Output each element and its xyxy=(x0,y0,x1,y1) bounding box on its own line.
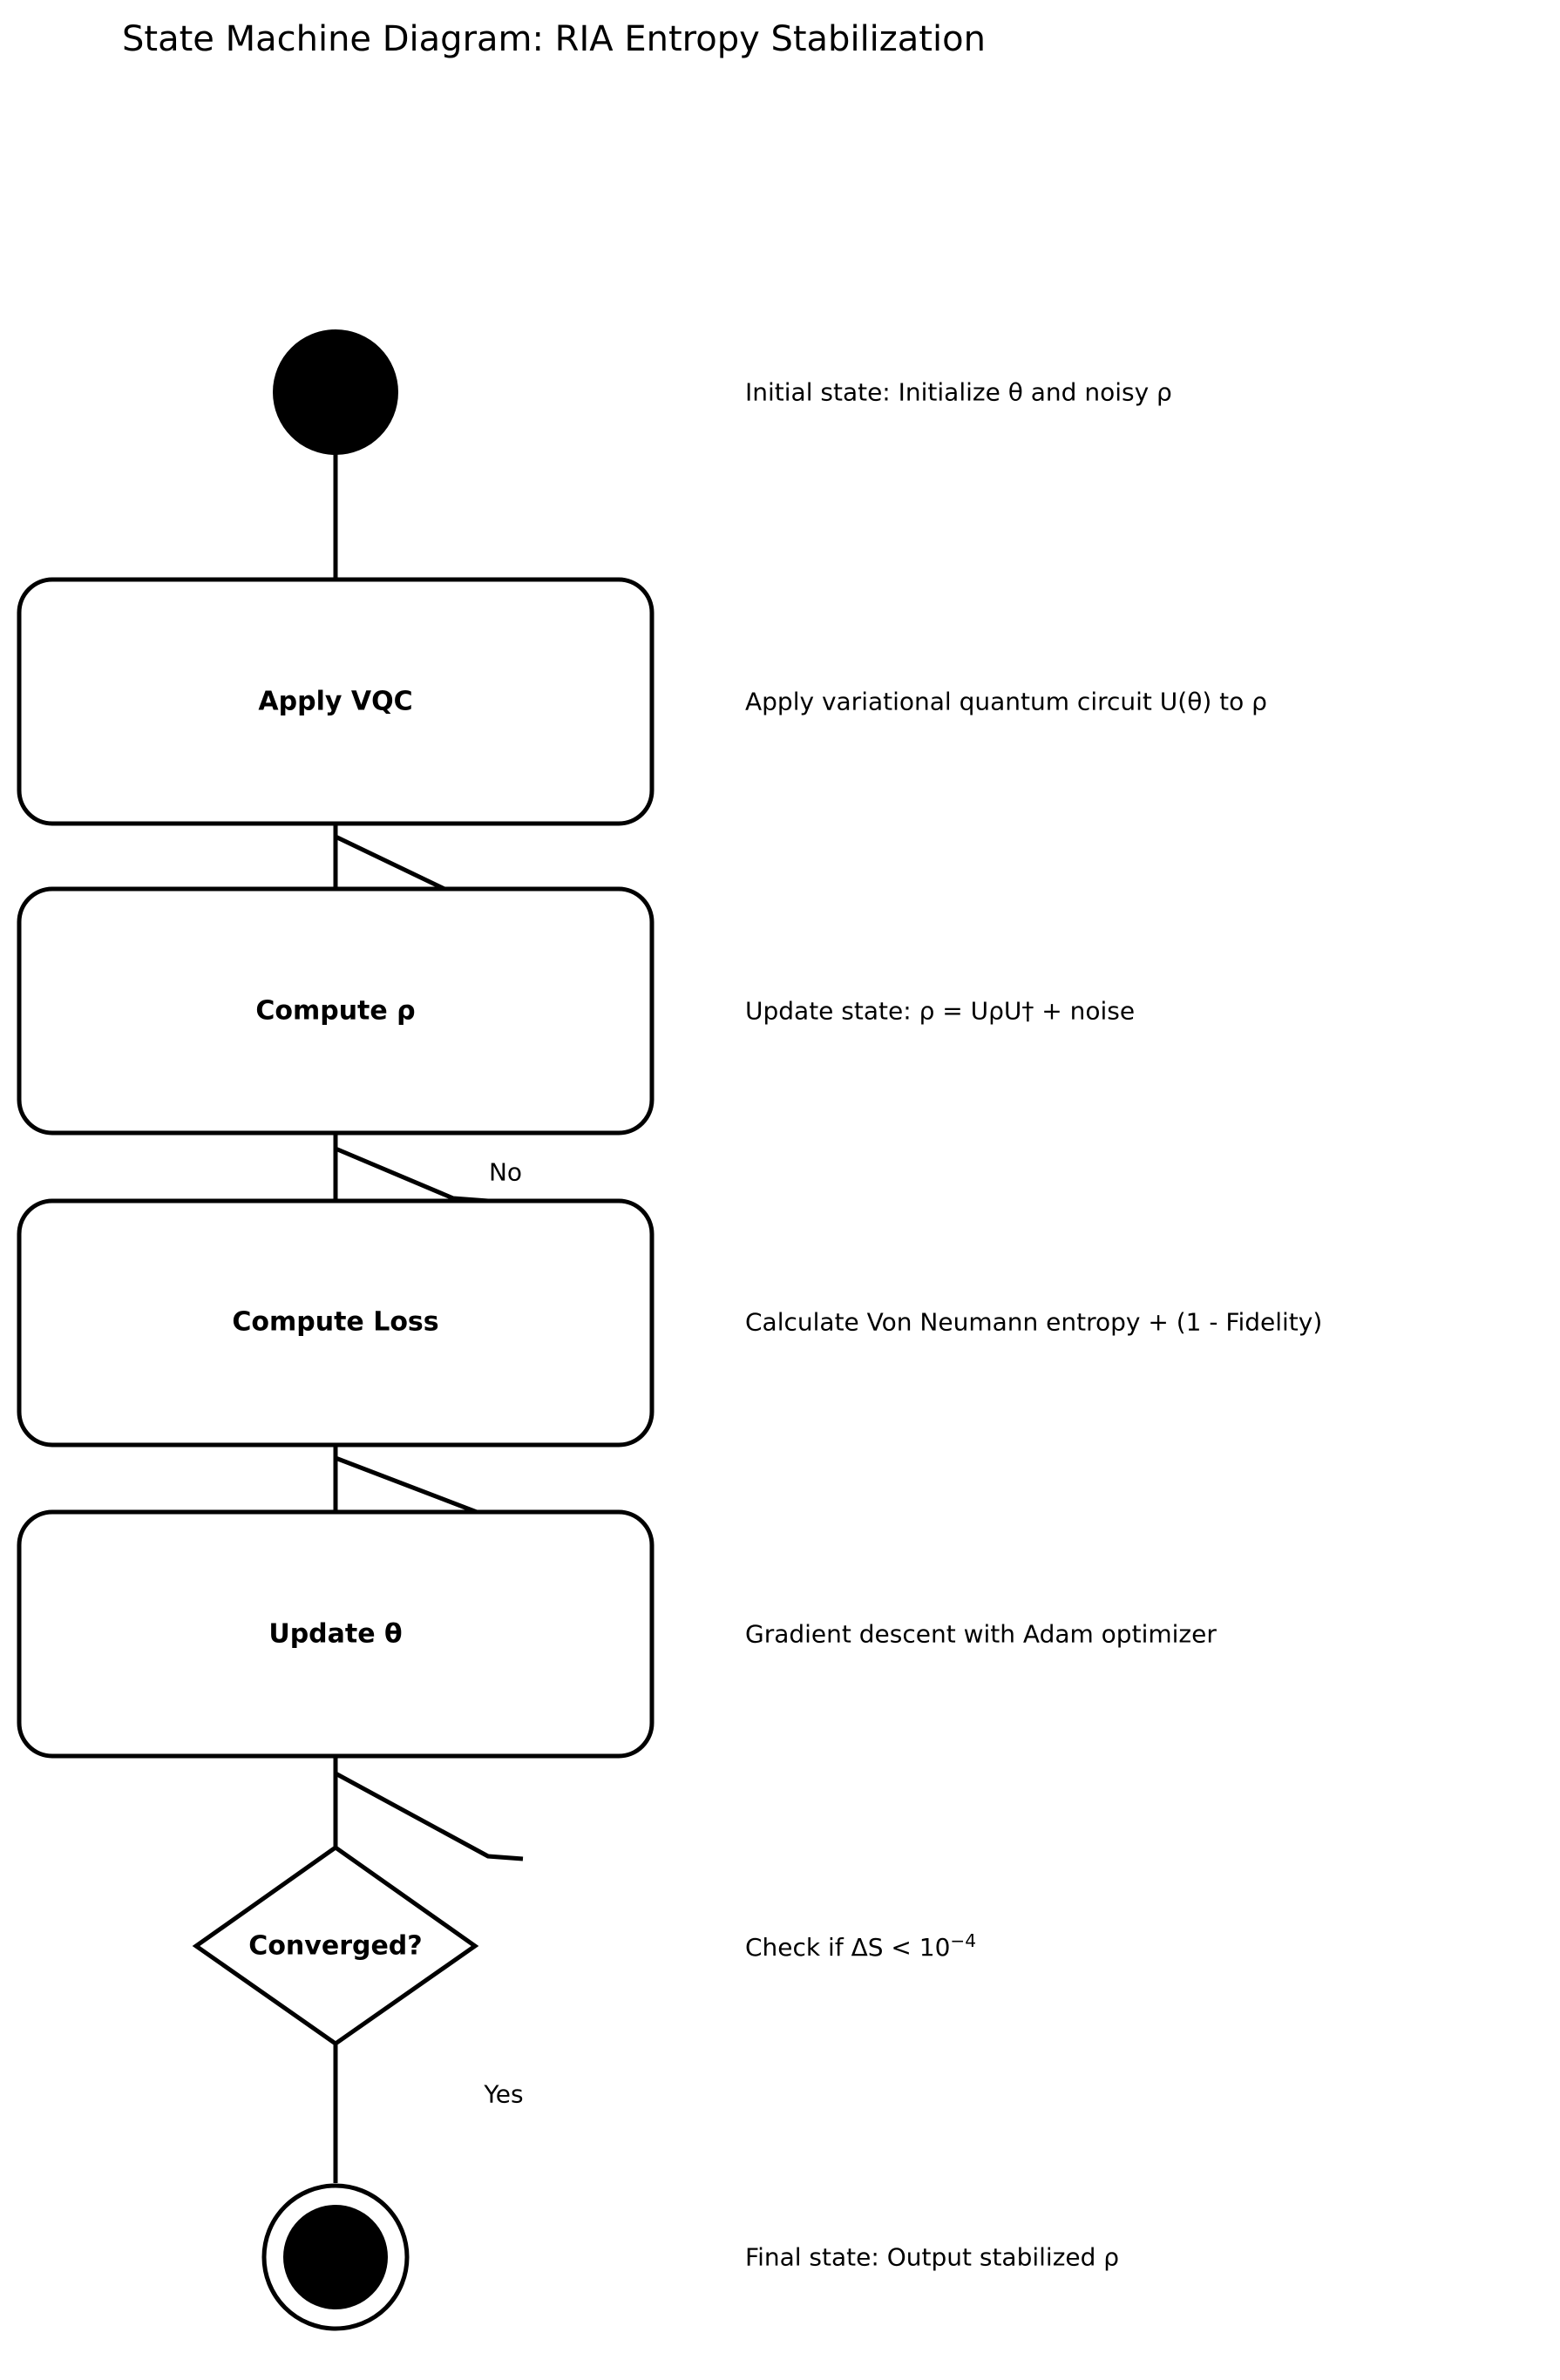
transition-compute-rho-to-compute-loss xyxy=(336,1133,488,1201)
annotation-apply-vqc: Apply variational quantum circuit U(θ) to ρ xyxy=(745,687,1267,716)
edge-label-no: No xyxy=(488,1157,523,1187)
annotation-converged-text: Check if ΔS < 10 xyxy=(745,1933,951,1963)
state-label-apply-vqc: Apply VQC xyxy=(258,686,413,717)
state-label-compute-loss: Compute Loss xyxy=(232,1306,439,1338)
state-label-update-theta: Update θ xyxy=(268,1618,403,1650)
final-state-inner-dot xyxy=(283,2205,388,2309)
annotation-initial-state: Initial state: Initialize θ and noisy ρ xyxy=(745,377,1172,407)
state-final[interactable] xyxy=(264,2186,407,2329)
state-label-compute-rho: Compute ρ xyxy=(255,995,416,1027)
transition-apply-vqc-to-compute-rho xyxy=(336,824,475,889)
diagram-title: State Machine Diagram: RIA Entropy Stabilization xyxy=(122,19,986,59)
state-initial[interactable] xyxy=(273,329,398,455)
annotation-converged xyxy=(745,1930,976,1962)
transition-compute-loss-to-update-theta xyxy=(336,1444,527,1518)
annotation-compute-rho: Update state: ρ = UρU† + noise xyxy=(745,996,1136,1026)
edge-label-yes: Yes xyxy=(484,2079,524,2109)
initial-state-dot xyxy=(273,329,398,455)
transition-update-theta-to-converged xyxy=(336,1756,523,1859)
state-label-converged: Converged? xyxy=(248,1930,423,1962)
annotation-converged-exponent: −4 xyxy=(950,1929,977,1951)
annotation-final-state: Final state: Output stabilized ρ xyxy=(745,2242,1120,2272)
annotation-compute-loss: Calculate Von Neumann entropy + (1 - Fidelity) xyxy=(745,1307,1323,1337)
annotation-update-theta: Gradient descent with Adam optimizer xyxy=(745,1619,1217,1649)
